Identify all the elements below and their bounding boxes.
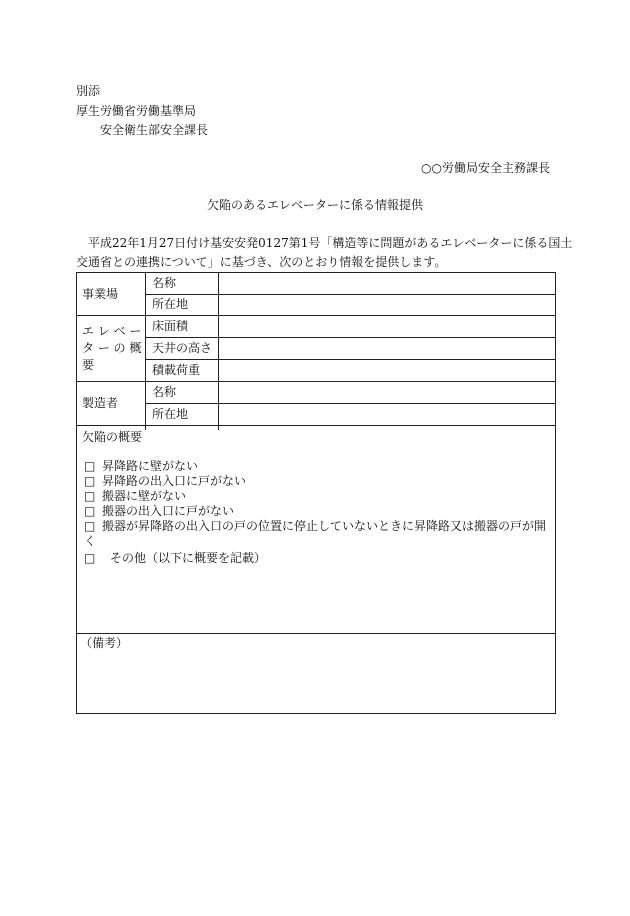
workplace-name-label: 名称 — [152, 276, 177, 290]
table-divider — [76, 315, 556, 316]
table-divider — [145, 359, 556, 360]
elevator-overview-label-line-3: 要 — [82, 358, 95, 372]
table-divider — [145, 272, 146, 430]
manufacturer-name-label: 名称 — [152, 385, 177, 399]
workplace-label: 事業場 — [82, 287, 119, 301]
ceiling-height-label: 天井の高さ — [152, 341, 213, 355]
workplace-address-value — [219, 295, 555, 314]
workplace-name-value — [219, 273, 555, 293]
table-divider — [145, 403, 556, 404]
checkbox-icon[interactable]: □ — [84, 474, 96, 488]
defect-item: □ 搬器の出入口に戸がない — [84, 504, 235, 518]
recipient-title: 安全衛生部安全課長 — [100, 123, 209, 137]
sender: ○○労働局安全主務課長 — [421, 161, 550, 175]
defects-title: 欠陥の概要 — [82, 430, 143, 444]
defect-item: □ 搬器が昇降路の出入口の戸の位置に停止していないときに昇降路又は搬器の戸が開く — [84, 519, 547, 548]
intro-line-1: 平成22年1月27日付け基安安発0127第1号「構造等に問題があるエレベーターに係る国土 — [88, 236, 573, 250]
manufacturer-address-label: 所在地 — [152, 407, 189, 421]
checkbox-icon[interactable]: □ — [84, 519, 96, 533]
intro-line-2: 交通省との連携について」に基づき、次のとおり情報を提供します。 — [76, 255, 447, 269]
defect-item: □ 昇降路の出入口に戸がない — [84, 474, 247, 488]
checkbox-icon[interactable]: □ — [84, 504, 96, 518]
defect-item: □ 搬器に壁がない — [84, 489, 187, 503]
checkbox-icon[interactable]: □ — [84, 551, 96, 565]
workplace-address-label: 所在地 — [152, 297, 189, 311]
elevator-overview-label-line-2: タ ー の 概 — [82, 341, 142, 355]
load-capacity-label: 積載荷重 — [152, 363, 201, 377]
table-divider — [76, 633, 556, 634]
table-divider — [145, 337, 556, 338]
recipient-organization: 厚生労働省労働基準局 — [76, 104, 197, 118]
remarks-field[interactable] — [77, 652, 555, 712]
table-divider — [76, 381, 556, 382]
defect-item: □ 昇降路に壁がない — [84, 459, 199, 473]
remarks-label: （備考） — [80, 636, 129, 650]
table-divider — [76, 425, 556, 426]
defect-item: □ その他（以下に概要を記載） — [84, 551, 267, 565]
floor-area-label: 床面積 — [152, 319, 189, 333]
elevator-overview-label-line-1: エ レ ベ ー — [82, 324, 142, 338]
checkbox-icon[interactable]: □ — [84, 489, 96, 503]
manufacturer-label: 製造者 — [82, 396, 119, 410]
document-title: 欠陥のあるエレベーターに係る情報提供 — [206, 198, 423, 212]
attachment-label: 別添 — [76, 84, 101, 98]
checkbox-icon[interactable]: □ — [84, 459, 96, 473]
